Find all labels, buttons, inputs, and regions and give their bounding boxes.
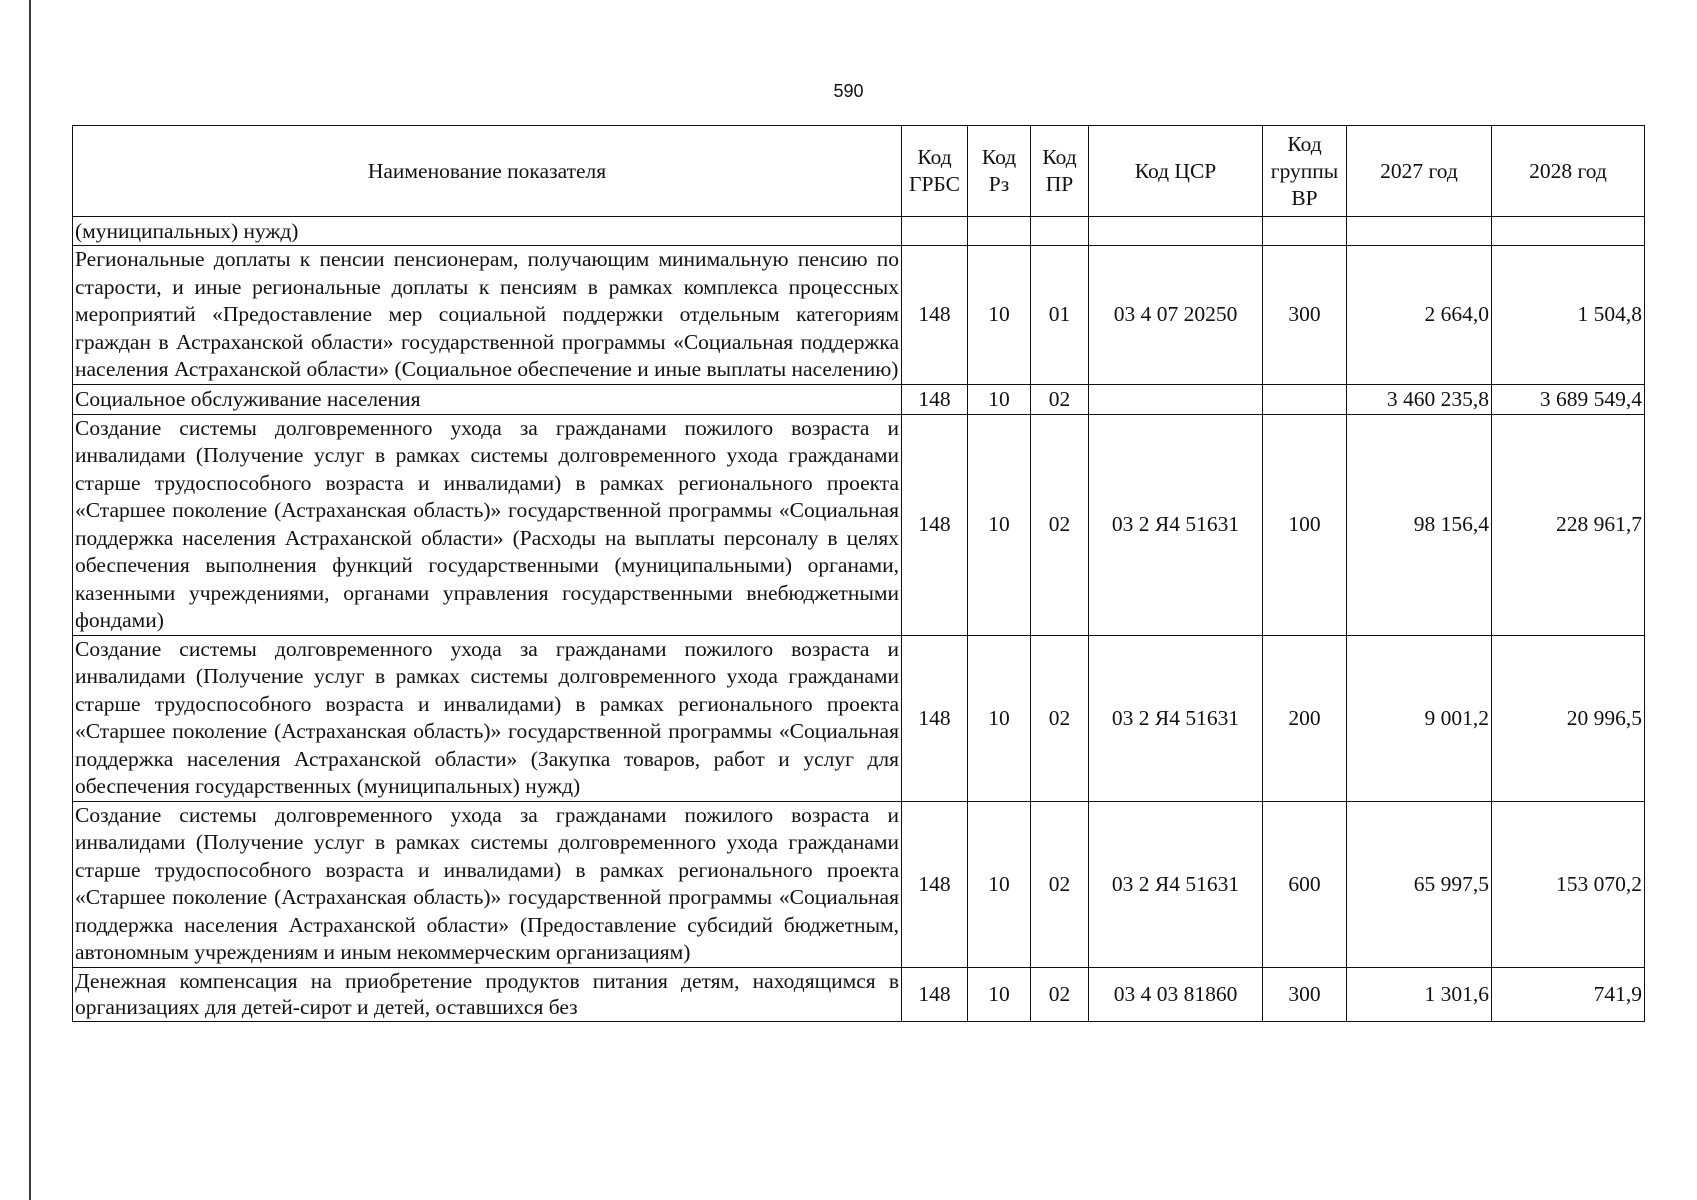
cell-2028: 1 504,8 [1492, 246, 1645, 385]
cell-name: Создание системы долговременного ухода за гражданами пожилого возраста и инвалидами (Получение услуг в рамках системы долговременного ухода гражданами старше трудоспособного возраста и инвалидами) в рамках регионального проекта «Старшее поколение (Астраханская область)» государственной программы «Социальная поддержка населения Астраханской области» (Предоставление субсидий бюджетным, автономным учреждениям и иным некоммерческим организациям) [73, 801, 902, 967]
cell-rz: 10 [968, 246, 1031, 385]
cell-csr [1089, 384, 1263, 414]
cell-pr: 02 [1031, 635, 1089, 801]
cell-vr [1263, 384, 1347, 414]
cell-csr: 03 4 07 20250 [1089, 246, 1263, 385]
table-header-row [73, 126, 1645, 217]
cell-2027: 9 001,2 [1347, 635, 1492, 801]
cell-grbs: 148 [902, 414, 968, 635]
cell-pr: 02 [1031, 384, 1089, 414]
cell-csr: 03 2 Я4 51631 [1089, 801, 1263, 967]
header-2028: 2028 год [1492, 126, 1645, 217]
cell-csr: 03 2 Я4 51631 [1089, 414, 1263, 635]
cell-2028: 741,9 [1492, 967, 1645, 1021]
header-grbs: Код ГРБС [902, 126, 968, 217]
cell-pr: 02 [1031, 967, 1089, 1021]
table-row [73, 217, 1645, 246]
table-row [73, 801, 1645, 967]
cell-2027 [1347, 217, 1492, 246]
cell-2027: 65 997,5 [1347, 801, 1492, 967]
cell-vr: 300 [1263, 967, 1347, 1021]
cell-name: Социальное обслуживание населения [73, 384, 902, 414]
cell-2027: 2 664,0 [1347, 246, 1492, 385]
cell-rz: 10 [968, 635, 1031, 801]
header-csr: Код ЦСР [1089, 126, 1263, 217]
cell-csr [1089, 217, 1263, 246]
cell-rz: 10 [968, 384, 1031, 414]
cell-grbs: 148 [902, 635, 968, 801]
page-binding-line [29, 0, 31, 1200]
cell-name: Создание системы долговременного ухода за гражданами пожилого возраста и инвалидами (Получение услуг в рамках системы долговременного ухода гражданами старше трудоспособного возраста и инвалидами) в рамках регионального проекта «Старшее поколение (Астраханская область)» государственной программы «Социальная поддержка населения Астраханской области» (Закупка товаров, работ и услуг для обеспечения государственных (муниципальных) нужд) [73, 635, 902, 801]
cell-csr: 03 4 03 81860 [1089, 967, 1263, 1021]
cell-name: (муниципальных) нужд) [73, 217, 902, 246]
cell-2028: 20 996,5 [1492, 635, 1645, 801]
cell-vr: 300 [1263, 246, 1347, 385]
cell-name: Создание системы долговременного ухода за гражданами пожилого возраста и инвалидами (Получение услуг в рамках системы долговременного ухода гражданами старше трудоспособного возраста и инвалидами) в рамках регионального проекта «Старшее поколение (Астраханская область)» государственной программы «Социальная поддержка населения Астраханской области» (Расходы на выплаты персоналу в целях обеспечения выполнения функций государственными (муниципальными) органами, казенными учреждениями, органами управления государственными внебюджетными фондами) [73, 414, 902, 635]
cell-2028 [1492, 217, 1645, 246]
cell-pr: 02 [1031, 801, 1089, 967]
cell-pr: 01 [1031, 246, 1089, 385]
table-row [73, 384, 1645, 414]
cell-2028: 228 961,7 [1492, 414, 1645, 635]
header-name: Наименование показателя [73, 126, 902, 217]
cell-vr: 100 [1263, 414, 1347, 635]
table-row [73, 967, 1645, 1021]
cell-2028: 153 070,2 [1492, 801, 1645, 967]
cell-vr: 200 [1263, 635, 1347, 801]
cell-grbs: 148 [902, 384, 968, 414]
cell-csr: 03 2 Я4 51631 [1089, 635, 1263, 801]
cell-rz: 10 [968, 967, 1031, 1021]
page-number: 590 [833, 81, 864, 101]
cell-vr [1263, 217, 1347, 246]
budget-table [72, 125, 1645, 1022]
cell-pr [1031, 217, 1089, 246]
cell-vr: 600 [1263, 801, 1347, 967]
cell-pr: 02 [1031, 414, 1089, 635]
header-vr: Код группы ВР [1263, 126, 1347, 217]
cell-rz: 10 [968, 801, 1031, 967]
cell-2027: 3 460 235,8 [1347, 384, 1492, 414]
cell-2027: 1 301,6 [1347, 967, 1492, 1021]
table-row [73, 635, 1645, 801]
header-pr: Код ПР [1031, 126, 1089, 217]
table-row [73, 414, 1645, 635]
cell-rz [968, 217, 1031, 246]
cell-name: Региональные доплаты к пенсии пенсионерам, получающим минимальную пенсию по старости, и иные региональные доплаты к пенсиям в рамках комплекса процессных мероприятий «Предоставление мер социальной поддержки отдельным категориям граждан в Астраханской области» государственной программы «Социальная поддержка населения Астраханской области» (Социальное обеспечение и иные выплаты населению) [73, 246, 902, 385]
cell-2028: 3 689 549,4 [1492, 384, 1645, 414]
cell-grbs: 148 [902, 967, 968, 1021]
header-2027: 2027 год [1347, 126, 1492, 217]
cell-name: Денежная компенсация на приобретение продуктов питания детям, находящимся в организациях для детей-сирот и детей, оставшихся без [73, 967, 902, 1021]
table-row [73, 246, 1645, 385]
cell-grbs [902, 217, 968, 246]
cell-grbs: 148 [902, 246, 968, 385]
cell-grbs: 148 [902, 801, 968, 967]
cell-rz: 10 [968, 414, 1031, 635]
header-rz: Код Рз [968, 126, 1031, 217]
cell-2027: 98 156,4 [1347, 414, 1492, 635]
